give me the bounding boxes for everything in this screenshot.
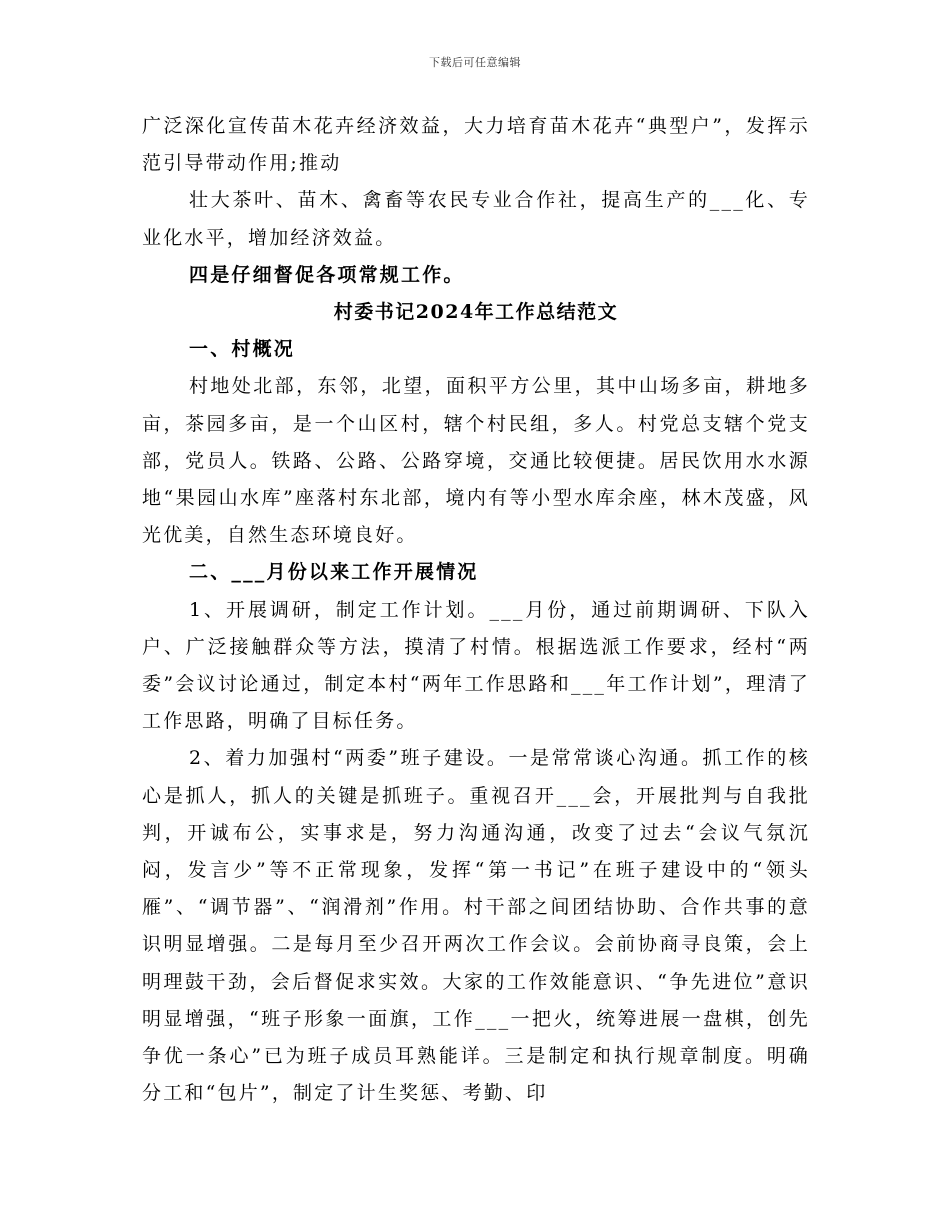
page-header: 下载后可任意编辑 (429, 56, 521, 69)
heading-work-progress: 二、___月份以来工作开展情况 (189, 561, 479, 584)
paragraph-research-plan: 1、开展调研，制定工作计划。___月份，通过前期调研、下队入户、广泛接触群众等方法，摸清了村情。根据选派工作要求，经村“两委”会议讨论通过，制定本村“两年工作思路和___年工作计划”，理清了工作思路，明确了目标任务。 (142, 598, 810, 733)
document-body (142, 108, 810, 1112)
paragraph-cooperatives: 壮大茶叶、苗木、禽畜等农民专业合作社，提高生产的___化、专业化水平，增加经济效益。 (142, 189, 810, 249)
paragraph-routine-work: 四是仔细督促各项常规工作。 (189, 263, 465, 286)
paragraph-village-overview: 村地处北部，东邻，北望，面积平方公里，其中山场多亩，耕地多亩，茶园多亩，是一个山区村，辖个村民组，多人。村党总支辖个党支部，党员人。铁路、公路、公路穿境，交通比较便捷。居民饮用水水源地“果园山水库”座落村东北部，境内有等小型水库余座，林木茂盛，风光优美，自然生态环境良好。 (142, 375, 810, 547)
heading-village-overview: 一、村概况 (189, 338, 296, 361)
paragraph-team-building: 2、着力加强村“两委”班子建设。一是常常谈心沟通。抓工作的核心是抓人，抓人的关键是抓班子。重视召开___会，开展批判与自我批判，开诚布公，实事求是，努力沟通沟通，改变了过去“会议气氛沉闷，发言少”等不正常现象，发挥“第一书记”在班子建设中的“领头雁”、“调节器”、“润滑剂”作用。村干部之间团结协助、合作共事的意识明显增强。二是每月至少召开两次工作会议。会前协商寻良策，会上明理鼓干劲，会后督促求实效。大家的工作效能意识、“争先进位”意识明显增强，“班子形象一面旗，工作___一把火，统筹进展一盘棋，创先争优一条心”已为班子成员耳熟能详。三是制定和执行规章制度。明确分工和“包片”，制定了计生奖惩、考勤、印 (142, 747, 810, 1105)
paragraph-promotion: 广泛深化宣传苗木花卉经济效益，大力培育苗木花卉“典型户”，发挥示范引导带动作用;推动 (142, 115, 810, 175)
document-title: 村委书记2024年工作总结范文 (333, 301, 619, 324)
